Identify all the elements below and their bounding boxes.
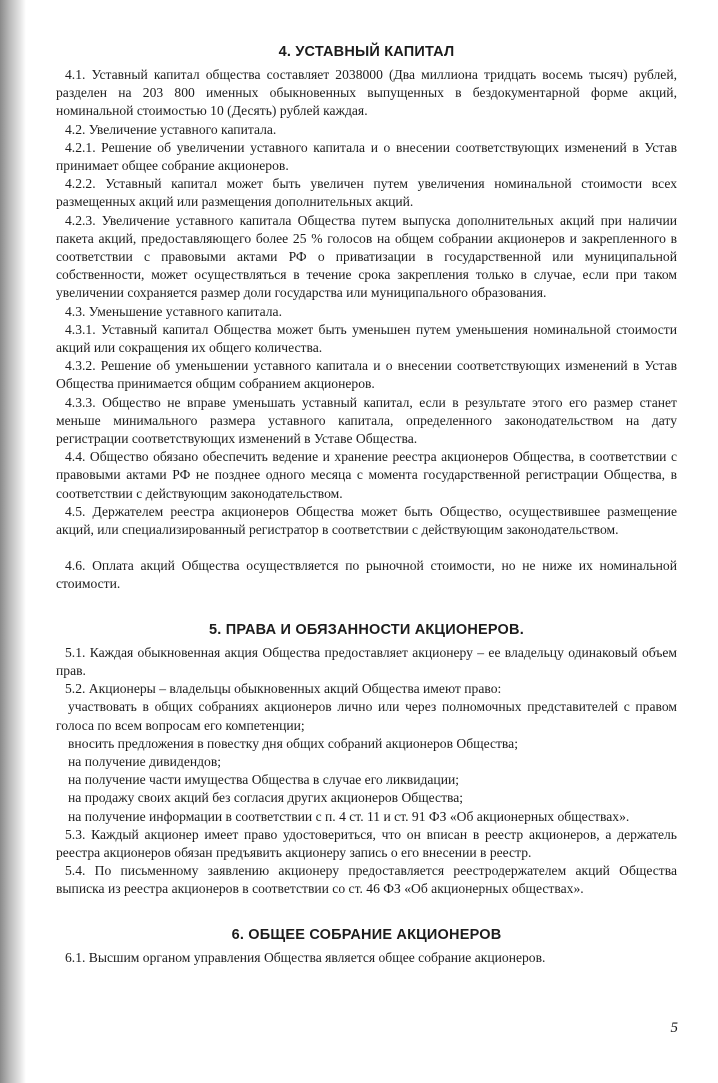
paragraph-4-2: 4.2. Увеличение уставного капитала. (65, 121, 277, 137)
paragraph-5-4: 5.4. По письменному заявлению акционеру предоставляется реестродержателем акций Общества выписка из реестра акционеров в соответствии со ст. 46 ФЗ «Об акционерных обществах». (56, 863, 677, 897)
paragraph-4-2-3: 4.2.3. Увеличение уставного капитала Общества путем выпуска дополнительных акций при наличии пакета акций, предоставляющего более 25 % голосов на общем собрании акционеров и закрепленного в соответствии с правовыми актами РФ о приватизации в государственной или муниципальной собственности, может осуществляться в течение срока закрепления только в случае, если при таком увеличении сохраняется размер доли государства или муниципального образования. (56, 212, 677, 301)
paragraph-4-5: 4.5. Держателем реестра акционеров Общества может быть Общество, осуществившее размещение акций, или специализированный регистратор в соответствии с действующим законодательством. (56, 503, 677, 538)
paragraph-4-3-1: 4.3.1. Уставный капитал Общества может быть уменьшен путем уменьшения номинальной стоимости акций или сокращения их общего количества. (56, 321, 677, 356)
section-title-6: 6. ОБЩЕЕ СОБРАНИЕ АКЦИОНЕРОВ (231, 926, 502, 943)
page-number: 5 (670, 1020, 678, 1036)
right-item-information: на получение информации в соответствии с п. 4 ст. 11 и ст. 91 ФЗ «Об акционерных обществах». (68, 808, 630, 824)
right-item-liquidation: на получение части имущества Общества в случае его ликвидации; (68, 772, 460, 788)
paragraph-4-2-1: 4.2.1. Решение об увеличении уставного капитала и о внесении соответствующих изменений в Устав принимает общее собрание акционеров. (56, 139, 677, 174)
right-item-participate: участвовать в общих собраниях акционеров лично или через полномочных представителей с правом голоса по всем вопросам его компетенции; (56, 699, 677, 733)
paragraph-6-1: 6.1. Высшим органом управления Общества является общее собрание акционеров. (65, 949, 546, 965)
paragraph-5-1: 5.1. Каждая обыкновенная акция Общества предоставляет акционеру – ее владельцу одинаковый объем прав. (56, 644, 677, 678)
right-item-dividends: на получение дивидендов; (68, 753, 222, 769)
scan-shadow-edge (0, 0, 26, 1083)
paragraph-5-2: 5.2. Акционеры – владельцы обыкновенных акций Общества имеют право: (65, 681, 502, 697)
section-title-4: 4. УСТАВНЫЙ КАПИТАЛ (278, 44, 455, 60)
section-title-5: 5. ПРАВА И ОБЯЗАННОСТИ АКЦИОНЕРОВ. (209, 621, 524, 638)
paragraph-4-2-2: 4.2.2. Уставный капитал может быть увеличен путем увеличения номинальной стоимости всех размещенных акций или размещения дополнительных акций. (56, 176, 677, 210)
document-page (56, 42, 677, 967)
paragraph-5-3: 5.3. Каждый акционер имеет право удостовериться, что он вписан в реестр акционеров, а держатель реестра акционеров обязан предъявить акционеру запись о его внесении в реестр. (56, 826, 677, 860)
right-item-proposals: вносить предложения в повестку дня общих собраний акционеров Общества; (68, 735, 518, 751)
paragraph-4-3-2: 4.3.2. Решение об уменьшении уставного капитала и о внесении соответствующих изменений в Устав Общества принимается общим собранием акционеров. (56, 358, 677, 392)
paragraph-4-1: 4.1. Уставный капитал общества составляет 2038000 (Два миллиона тридцать восемь тысяч) рублей, разделен на 203 800 именных обыкновенных выпущенных в бездокументарной форме акций, номинальной стоимостью 10 (Десять) рублей каждая. (56, 67, 677, 119)
paragraph-4-3: 4.3. Уменьшение уставного капитала. (65, 303, 282, 319)
paragraph-4-3-3: 4.3.3. Общество не вправе уменьшать уставный капитал, если в результате этого его размер станет меньше минимального размера уставного капитала, определенного законодательством на дату регистрации соответствующих изменений в Уставе Общества. (56, 394, 677, 447)
paragraph-4-4: 4.4. Общество обязано обеспечить ведение и хранение реестра акционеров Общества, в соответствии с правовыми актами РФ не позднее одного месяца с момента государственной регистрации Общества, в соответствии с действующим законодательством. (56, 449, 677, 501)
right-item-sale: на продажу своих акций без согласия других акционеров Общества; (68, 790, 464, 806)
paragraph-4-6: 4.6. Оплата акций Общества осуществляется по рыночной стоимости, но не ниже их номинальной стоимости. (56, 558, 677, 592)
